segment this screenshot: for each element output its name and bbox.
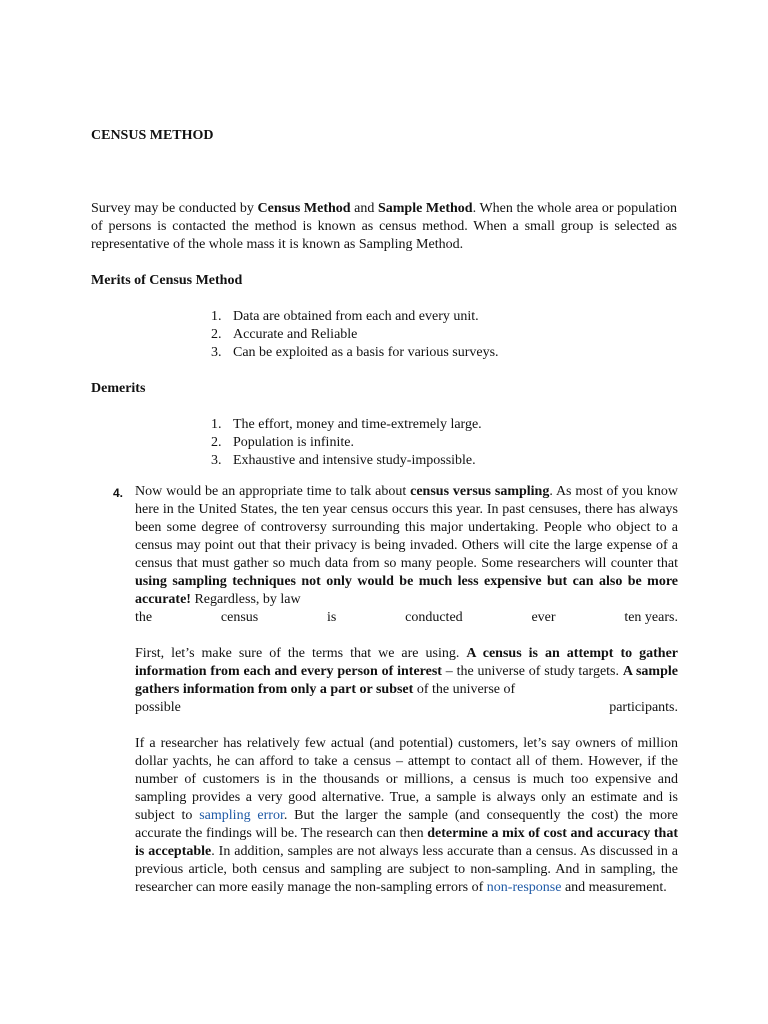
non-response-link[interactable]: non-response <box>486 880 562 895</box>
list-item: 3. Exhaustive and intensive study-impossible. <box>211 453 476 468</box>
section4-paragraph-2: First, let’s make sure of the terms that we are using. A census is an attempt to gather information from each and every person of interest – the universe of study targets. A sample gathers information from only a part or subset of the universe of possible participants. <box>135 646 679 715</box>
demerits-list <box>211 416 482 470</box>
justified-last-line: the census is conducted ever ten years. <box>135 610 678 625</box>
list-item: 1. The effort, money and time-extremely large. <box>211 417 482 432</box>
justified-last-line: possible participants. <box>135 700 678 715</box>
intro-paragraph: Survey may be conducted by Census Method and Sample Method. When the whole area or population of persons is contacted the method is known as census method. When a small group is selected as representative of the whole mass it is known as Sampling Method. <box>91 201 678 252</box>
section-number: 4. <box>113 486 124 500</box>
demerits-heading: Demerits <box>91 381 146 396</box>
list-item: 2. Accurate and Reliable <box>211 327 358 342</box>
section4-paragraph-1: Now would be an appropriate time to talk about census versus sampling. As most of you know here in the United States, the ten year census occurs this year. In past censuses, there has always been some degree of controversy surrounding this major undertaking. People who object to a census may point out that their privacy is being invaded. Others will cite the large expense of a census that must gather so much data from so many people. Some researchers will counter that using sampling techniques not only would be much less expensive but can also be more accurate! Regardless, by law the census is conducted ever ten years. <box>135 484 678 625</box>
sampling-error-link[interactable]: sampling error <box>199 808 284 823</box>
list-item: 1. Data are obtained from each and every unit. <box>211 309 479 324</box>
merits-list <box>211 308 499 362</box>
merits-heading: Merits of Census Method <box>91 273 243 288</box>
list-item: 2. Population is infinite. <box>211 435 354 450</box>
list-item: 3. Can be exploited as a basis for various surveys. <box>211 345 499 360</box>
section4-paragraph-3: If a researcher has relatively few actual (and potential) customers, let’s say owners of million dollar yachts, he can afford to take a census – attempt to contact all of them. However, if the number of customers is in the thousands or millions, a census is much too expensive and sampling provides a very good alternative. True, a sample is always only an estimate and is subject to sampling error. But the larger the sample (and consequently the cost) the more accurate the findings will be. The research can then determine a mix of cost and accuracy that is acceptable. In addition, samples are not always less accurate than a census. As discussed in a previous article, both census and sampling are subject to non-sampling. And in sampling, the researcher can more easily manage the non-sampling errors of non-response and measurement. <box>135 736 678 895</box>
page-title: CENSUS METHOD <box>91 128 214 143</box>
